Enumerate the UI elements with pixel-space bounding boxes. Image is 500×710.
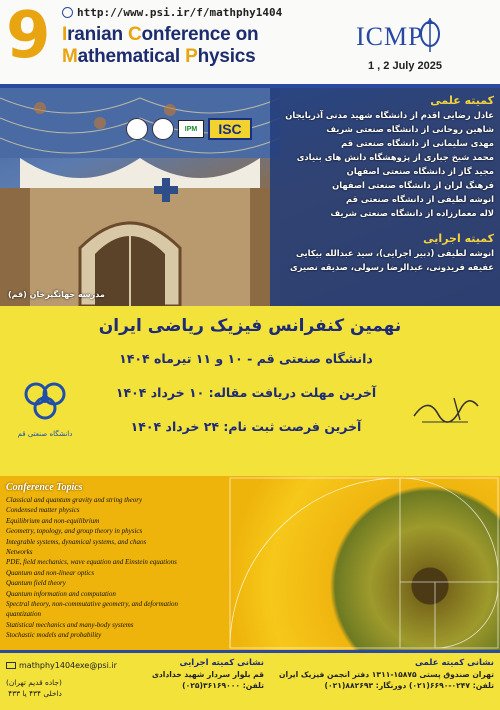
topics-title: Conference Topics: [6, 482, 83, 493]
scientific-member: مجید گاز از دانشگاه صنعتی اصفهان: [346, 166, 494, 176]
partner-logos: [126, 118, 252, 140]
poster-header: [0, 0, 500, 88]
scientific-member: انوشه لطیفی از دانشگاه صنعتی قم: [345, 194, 494, 204]
scientific-member: عادل رضایی اقدم از دانشگاه شهید مدنی آذربایجان: [285, 110, 494, 120]
topic-item: PDE, field mechanics, wave equation and Einstein equations: [6, 558, 177, 567]
photo-caption: مدرسه جهانگیرخان (قم): [8, 290, 105, 299]
executive-member: انوشه لطیفی (دبیر اجرایی)، سید عبدالله بیکایی: [296, 248, 494, 258]
conference-date: 1 , 2 July 2025: [368, 60, 442, 72]
icmp-logo-text: ICMP: [356, 22, 424, 51]
submission-deadline: آخرین مهلت دریافت مقاله: ۱۰ خرداد ۱۴۰۴: [115, 385, 377, 400]
scientific-member: مهدی سلیمانی از دانشگاه صنعتی قم: [341, 138, 494, 148]
university-logo-icon: [14, 374, 76, 444]
topic-item: Integrable systems, dynamical systems, and chaos: [6, 537, 147, 546]
conference-name-line1: Iranian Conference on: [62, 24, 259, 45]
url-text[interactable]: http://www.psi.ir/f/mathphy1404: [77, 6, 283, 19]
topic-item: Condensed matter physics: [6, 506, 80, 515]
topic-item: Quantum information and computation: [6, 589, 116, 598]
topic-item: Geometry, topology, and group theory in physics: [6, 527, 143, 536]
topic-item: Stochastic models and probability: [6, 631, 102, 640]
topic-item: Classical and quantum gravity and string theory: [6, 496, 143, 504]
ipm-logo: IPM: [178, 120, 204, 138]
topic-item: Statistical mechanics and many-body systems: [6, 620, 134, 629]
executive-phone-line: تلفن: ۳۶۱۶۹۰۰۰(۰۲۵): [182, 681, 264, 690]
scientific-phone-line: تلفن: ۰۲۴۷-۶۶۹۰(۰۲۱) دورنگار: ۸۸۲۶۹۳(۰۲۱): [324, 681, 494, 690]
scientific-member: محمد شیخ جباری از پژوهشگاه دانش های بنیادی: [296, 152, 494, 162]
topic-item: Quantum and non-linear optics: [6, 568, 95, 577]
isc-logo: ISC: [208, 118, 252, 140]
executive-committee-address: [126, 657, 264, 691]
university-logo-text: دانشگاه صنعتی قم: [17, 430, 73, 438]
executive-address-title: نشانی کمیته اجرایی: [179, 658, 264, 668]
conference-name-line2: Mathematical Physics: [62, 46, 256, 67]
topic-item: quantization: [6, 610, 42, 619]
topic-item: Equilibrium and non-equilibrium: [6, 516, 100, 525]
executive-address-line: قم بلوار سردار شهید خدادادی: [151, 670, 264, 679]
conference-topics: [6, 482, 230, 641]
topic-item: Quantum field theory: [6, 579, 66, 588]
architecture-photo: [0, 88, 500, 306]
sunflower-photo: [0, 476, 500, 650]
scientific-address-line: تهران صندوق پستی ۱۵۸۷۵-۱۳۱۱ دفتر انجمن فیزیک ایران: [278, 670, 494, 679]
university-seal-icon: [152, 118, 174, 140]
edition-number: 9: [6, 0, 51, 73]
address-extra-line: (جاده قدیم تهران): [6, 678, 62, 687]
executive-member: عفیفه فریدونی، عبدالرضا رسولی، صدیقه نصیری: [290, 262, 494, 272]
topic-item: Networks: [6, 548, 33, 557]
globe-icon: [62, 7, 73, 18]
email-text[interactable]: mathphy1404exe@psi.ir: [19, 661, 117, 670]
contact-email[interactable]: [6, 661, 117, 670]
poster-footer: [0, 650, 500, 710]
scientific-member: شاهین روحانی از دانشگاه صنعتی شریف: [326, 124, 494, 134]
registration-deadline: آخرین فرصت ثبت نام: ۲۴ خرداد ۱۴۰۴: [130, 419, 362, 434]
scientific-address-title: نشانی کمیته علمی: [414, 658, 494, 668]
address-extra-line: داخلی ۴۳۴ یا ۴۳۳: [8, 689, 62, 698]
scientific-member: فرهنگ لران از دانشگاه صنعتی اصفهان: [332, 180, 494, 190]
calligraphy-signature-icon: [408, 386, 488, 434]
psi-logo-icon: [126, 118, 148, 140]
topic-item: Spectral theory, non-commutative geometry, and deformation: [6, 600, 179, 609]
conference-url[interactable]: [62, 6, 282, 19]
scientific-committee-address: [268, 657, 494, 691]
executive-committee-title: کمیته اجرایی: [423, 232, 494, 245]
scientific-member: لاله معمارزاده از دانشگاه صنعتی شریف: [330, 208, 494, 218]
persian-conference-title: نهمین کنفرانس فیزیک ریاضی ایران: [98, 316, 402, 336]
venue-and-date: دانشگاه صنعتی قم - ۱۰ و ۱۱ تیرماه ۱۴۰۴: [119, 351, 373, 366]
committees-panel: [272, 94, 494, 274]
scientific-committee-title: کمیته علمی: [430, 94, 494, 107]
envelope-icon: [6, 662, 16, 669]
address-extra: [6, 677, 62, 699]
